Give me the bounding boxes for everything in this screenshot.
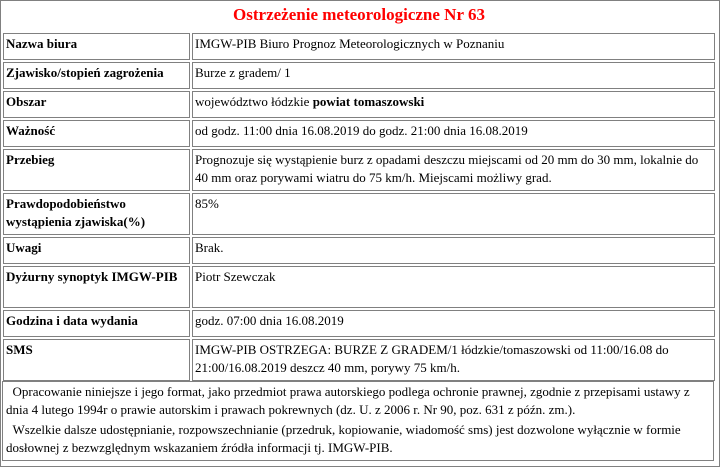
- row-label-sms: SMS: [3, 339, 190, 381]
- row-value-office: IMGW-PIB Biuro Prognoz Meteorologicznych w Poznaniu: [192, 33, 715, 60]
- row-value-area: [192, 91, 715, 118]
- warning-table: [1, 31, 717, 383]
- table-row: [3, 91, 715, 118]
- distribution-text: Wszelkie dalsze udostępnianie, rozpowszechnianie (przedruk, kopiowanie, wiadomość sms) jest dozwolone wyłącznie w formie dosłownej z bezwzględnym wskazaniem źródła informacji tj. IMGW-PIB.: [6, 422, 681, 455]
- copyright-text: Opracowanie niniejsze i jego format, jako przedmiot prawa autorskiego podlega ochronie prawnej, zgodnie z przepisami ustawy z dnia 4 lutego 1994r o prawie autorskim i prawach pokrewnych (dz. U. z 2006 r. Nr 90, poz. 631 z późn. zm.).: [6, 384, 690, 417]
- area-county: powiat tomaszowski: [312, 94, 425, 109]
- row-value-remarks: Brak.: [192, 237, 715, 264]
- row-value-phenomenon: Burze z gradem/ 1: [192, 62, 715, 89]
- row-label-course: Przebieg: [3, 149, 190, 191]
- row-value-sms: IMGW-PIB OSTRZEGA: BURZE Z GRADEM/1 łódzkie/tomaszowski od 11:00/16.08 do 21:00/16.08.2019 deszcz 40 mm, porywy 75 km/h.: [192, 339, 715, 381]
- table-row: [3, 237, 715, 264]
- table-row: [3, 62, 715, 89]
- distribution-paragraph: [6, 421, 713, 457]
- table-row: [3, 149, 715, 191]
- table-row: [3, 310, 715, 337]
- row-value-forecaster: Piotr Szewczak: [192, 266, 715, 308]
- page-title: Ostrzeżenie meteorologiczne Nr 63: [233, 5, 485, 24]
- table-row: [3, 339, 715, 381]
- table-row: [3, 120, 715, 147]
- row-label-remarks: Uwagi: [3, 237, 190, 264]
- table-row: [3, 266, 715, 308]
- row-value-probability: 85%: [192, 193, 715, 235]
- row-label-probability: Prawdopodobieństwo wystąpienia zjawiska(%): [3, 193, 190, 235]
- row-value-issue-time: godz. 07:00 dnia 16.08.2019: [192, 310, 715, 337]
- table-row: [3, 193, 715, 235]
- area-voivodeship: województwo łódzkie: [195, 94, 313, 109]
- table-row: [3, 33, 715, 60]
- copyright-paragraph: [6, 383, 713, 419]
- row-label-area: Obszar: [3, 91, 190, 118]
- row-label-validity: Ważność: [3, 120, 190, 147]
- row-value-validity: od godz. 11:00 dnia 16.08.2019 do godz. 21:00 dnia 16.08.2019: [192, 120, 715, 147]
- row-label-phenomenon: Zjawisko/stopień zagrożenia: [3, 62, 190, 89]
- row-label-issue-time: Godzina i data wydania: [3, 310, 190, 337]
- row-label-forecaster: Dyżurny synoptyk IMGW-PIB: [3, 266, 190, 308]
- row-value-course: Prognozuje się wystąpienie burz z opadami deszczu miejscami od 20 mm do 30 mm, lokalnie do 40 mm oraz porywami wiatru do 75 km/h. Miejscami możliwy grad.: [192, 149, 715, 191]
- row-label-office: Nazwa biura: [3, 33, 190, 60]
- copyright-notice: [2, 381, 714, 461]
